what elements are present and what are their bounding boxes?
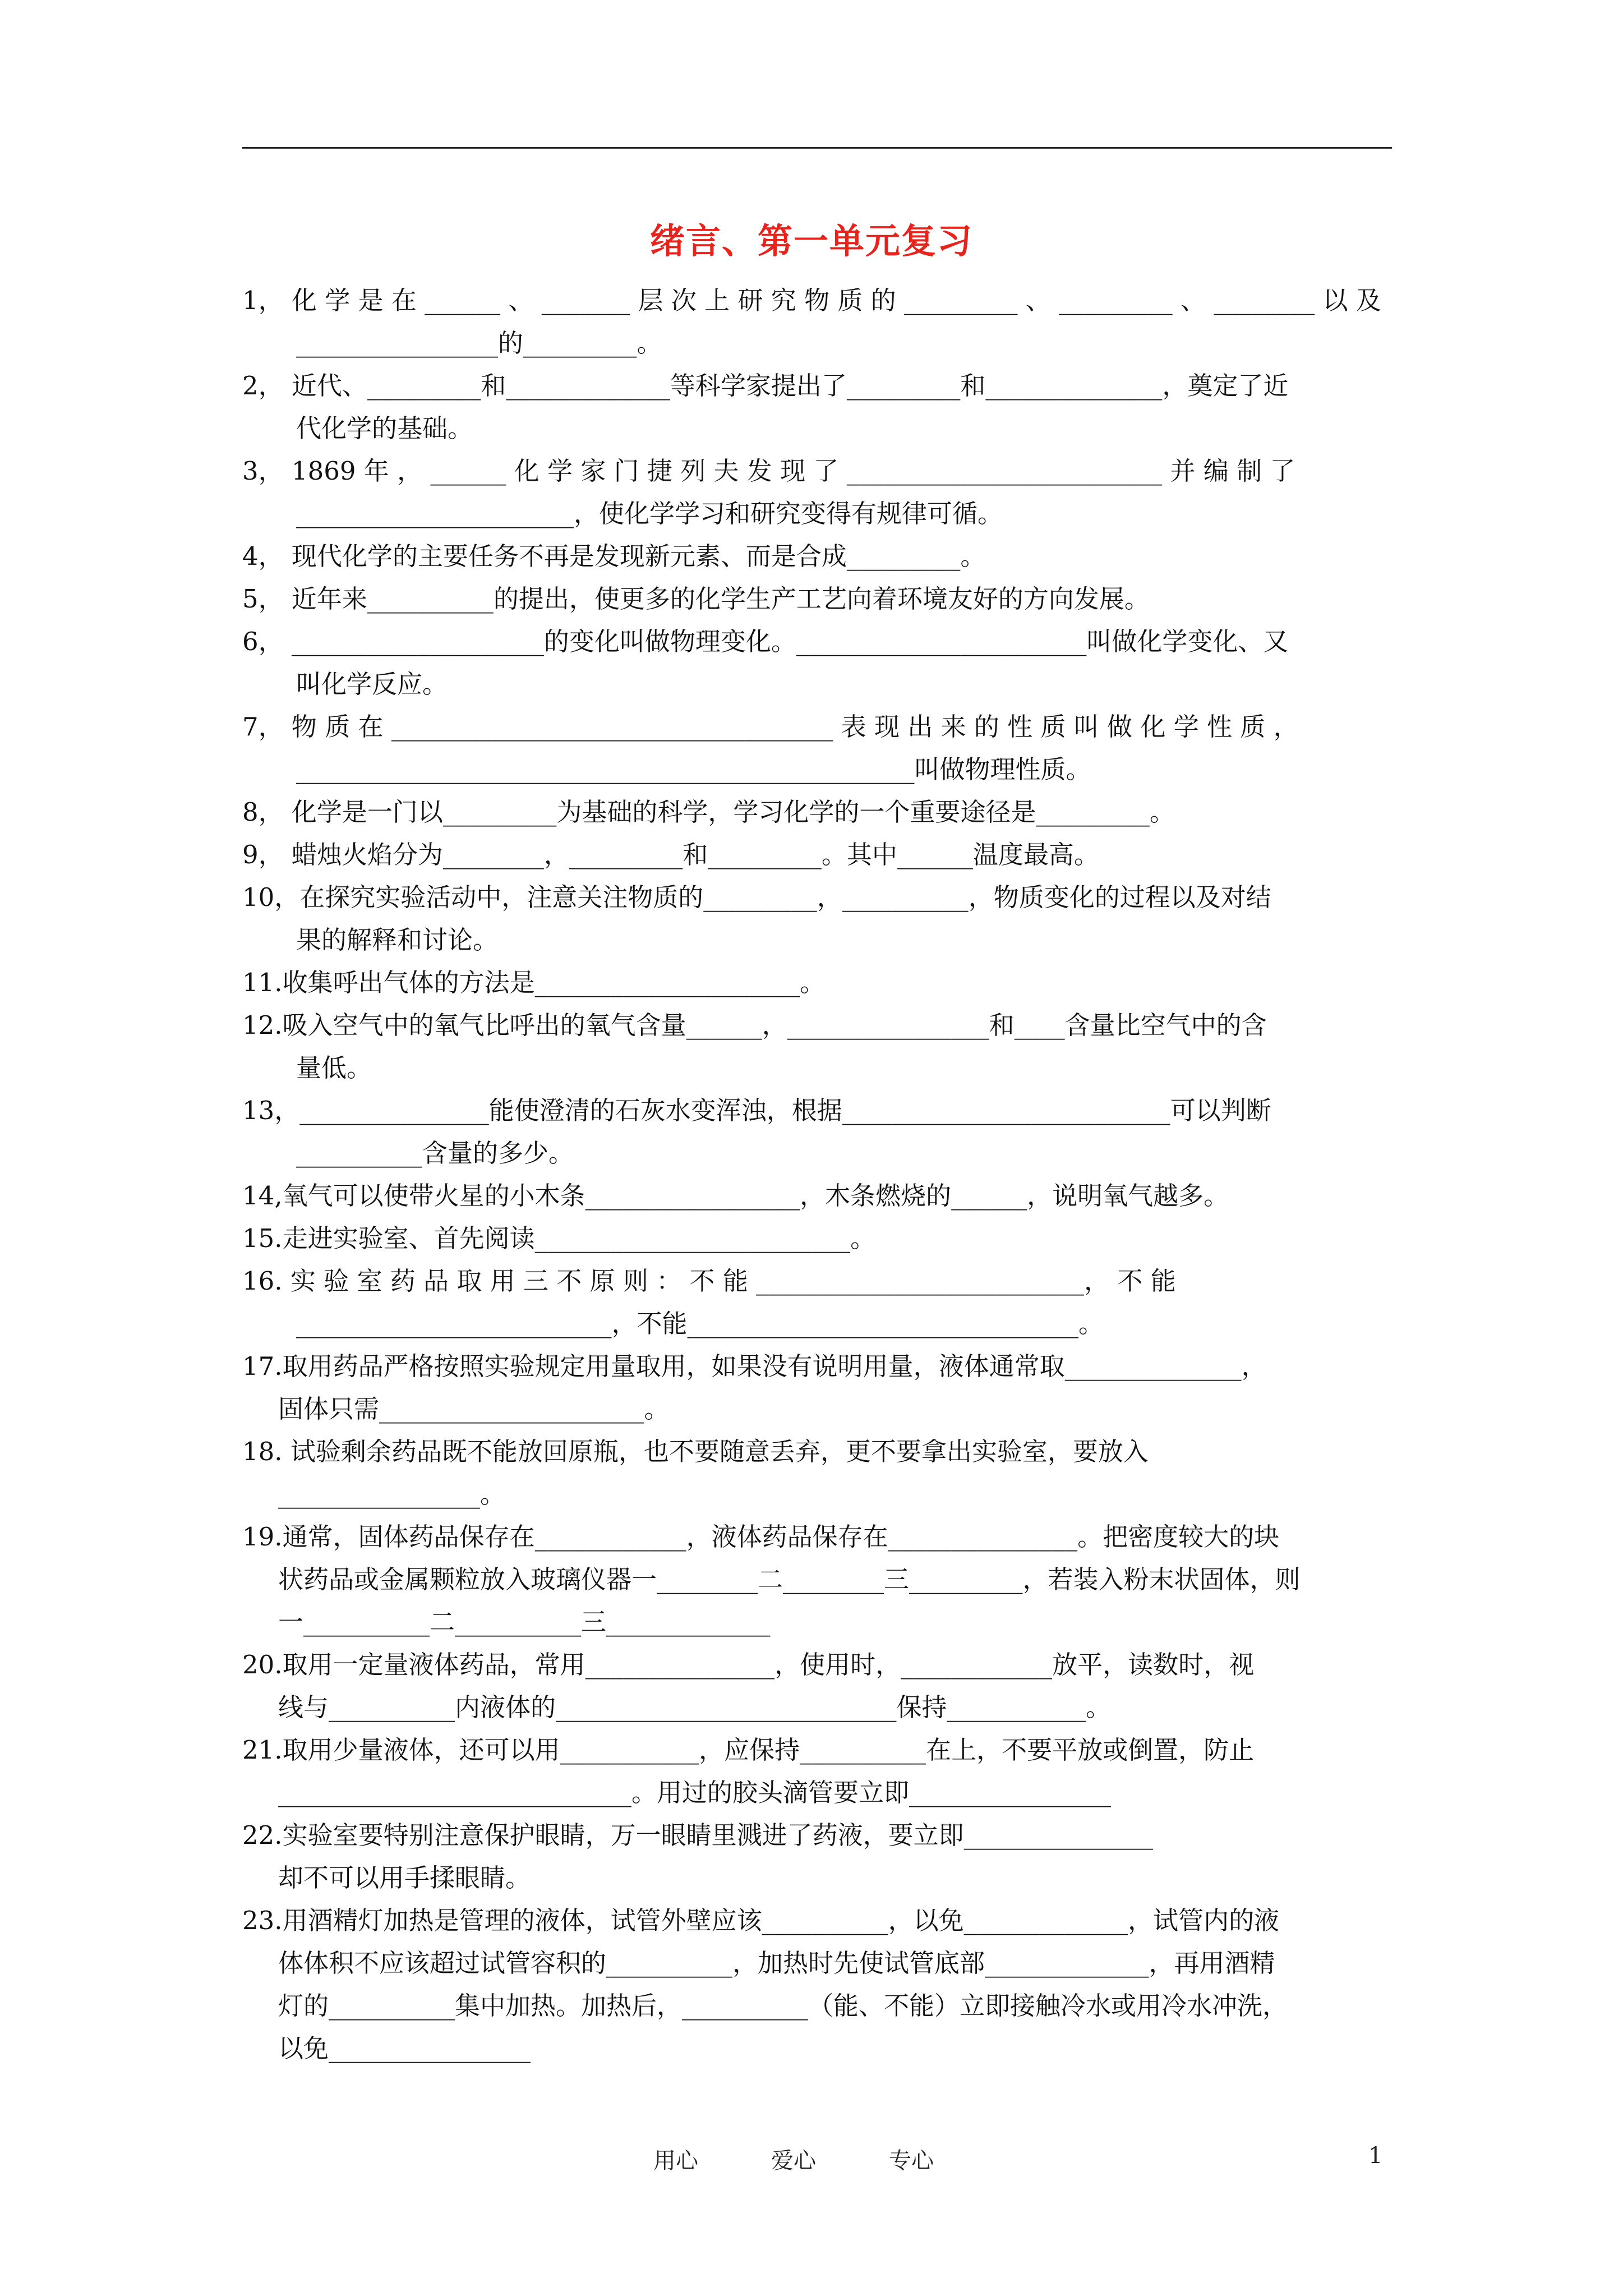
header-rule xyxy=(242,147,1392,149)
question-4: 4， 现代化学的主要任务不再是发现新元素、而是合成_________。 xyxy=(242,541,986,571)
question-3-line-2: ______________________，使化学学习和研究变得有规律可循。 xyxy=(296,499,1003,528)
question-16-line-2: _________________________，不能_______________________________。 xyxy=(296,1309,1104,1338)
question-21-line-1: 21.取用少量液体，还可以用___________，应保持__________在上，不要平放或倒置，防止 xyxy=(242,1735,1255,1765)
question-21-line-2: ____________________________。用过的胶头滴管要立即________________ xyxy=(278,1778,1112,1807)
page-number: 1 xyxy=(1368,2143,1383,2169)
question-7-line-2: _________________________________________________叫做物理性质。 xyxy=(296,754,1091,784)
question-22-line-1: 22.实验室要特别注意保护眼睛，万一眼睛里溅进了药液，要立即_______________ xyxy=(242,1820,1154,1850)
question-6-line-1: 6， ____________________的变化叫做物理变化。_______________________叫做化学变化、又 xyxy=(242,627,1289,656)
question-13-line-2: __________含量的多少。 xyxy=(296,1138,574,1168)
question-18-line-1: 18. 试验剩余药品既不能放回原瓶，也不要随意丢弃，更不要拿出实验室，要放入 xyxy=(242,1437,1149,1466)
question-5: 5， 近年来__________的提出，使更多的化学生产工艺向着环境友好的方向发展。 xyxy=(242,584,1150,614)
question-15: 15.走进实验室、首先阅读_________________________。 xyxy=(242,1223,876,1253)
question-23-line-4: 以免________________ xyxy=(278,2033,531,2063)
question-list xyxy=(242,279,1392,2070)
question-1-line-1: 1， 化 学 是 在 ______ 、 _______ 层 次 上 研 究 物 质 的 _________ 、 _________ 、 ________ 以 及 xyxy=(242,286,1381,315)
question-10-line-2: 果的解释和讨论。 xyxy=(296,925,499,955)
question-8: 8， 化学是一门以_________为基础的科学，学习化学的一个重要途径是_________。 xyxy=(242,797,1175,827)
question-18-line-2: ________________。 xyxy=(278,1479,506,1509)
question-23-line-2: 体体积不应该超过试管容积的__________，加热时先使试管底部_____________，再用酒精 xyxy=(278,1948,1275,1978)
footer-word-1: 用心 xyxy=(653,2148,698,2174)
footer-motto xyxy=(653,2143,934,2175)
question-3-line-1: 3， 1869 年 ， ______ 化 学 家 门 捷 列 夫 发 现 了 _________________________ 并 编 制 了 xyxy=(242,456,1295,486)
page-footer xyxy=(0,2143,1623,2177)
question-23-line-1: 23.用酒精灯加热是管理的液体，试管外壁应该__________，以免_____________，试管内的液 xyxy=(242,1906,1280,1935)
question-14: 14,氧气可以使带火星的小木条_________________，木条燃烧的______，说明氧气越多。 xyxy=(242,1181,1229,1211)
question-19-line-1: 19.通常，固体药品保存在____________，液体药品保存在_______________。把密度较大的块 xyxy=(242,1522,1280,1552)
question-19-line-3: 一__________二__________三_____________ xyxy=(278,1607,771,1637)
question-16-line-1: 16. 实 验 室 药 品 取 用 三 不 原 则 ： 不 能 __________________________， 不 能 xyxy=(242,1266,1176,1296)
footer-word-3: 专心 xyxy=(889,2148,934,2174)
question-22-line-2: 却不可以用手揉眼睛。 xyxy=(278,1863,531,1893)
question-2-line-2: 代化学的基础。 xyxy=(296,413,473,443)
question-12-line-1: 12.吸入空气中的氧气比呼出的氧气含量______，________________和____含量比空气中的含 xyxy=(242,1010,1267,1040)
question-20-line-1: 20.取用一定量液体药品，常用_______________，使用时，____________放平，读数时，视 xyxy=(242,1650,1255,1680)
question-7-line-1: 7， 物 质 在 ___________________________________ 表 现 出 来 的 性 质 叫 做 化 学 性 质 ， xyxy=(242,712,1299,742)
question-23-line-3: 灯的__________集中加热。加热后，__________（能、不能）立即接触冷水或用冷水冲洗， xyxy=(278,1991,1288,2021)
question-9: 9， 蜡烛火焰分为________，_________和_________。其中______温度最高。 xyxy=(242,840,1099,869)
question-20-line-2: 线与__________内液体的___________________________保持___________。 xyxy=(278,1692,1112,1722)
footer-word-2: 爱心 xyxy=(771,2148,816,2174)
question-10-line-1: 10，在探究实验活动中，注意关注物质的_________，__________，物质变化的过程以及对结 xyxy=(242,882,1271,912)
question-12-line-2: 量低。 xyxy=(296,1053,372,1083)
page-title: 绪言、第一单元复习 xyxy=(649,220,973,261)
question-17-line-1: 17.取用药品严格按照实验规定用量取用，如果没有说明用量，液体通常取______________， xyxy=(242,1351,1267,1381)
question-19-line-2: 状药品或金属颗粒放入玻璃仪器一________二________三_________，若装入粉末状固体，则 xyxy=(278,1565,1301,1594)
question-2-line-1: 2， 近代、_________和_____________等科学家提出了_________和______________，奠定了近 xyxy=(242,371,1289,401)
question-1-line-2: ________________的_________。 xyxy=(296,328,662,358)
question-11: 11.收集呼出气体的方法是_____________________。 xyxy=(242,968,826,997)
question-13-line-1: 13，_______________能使澄清的石灰水变浑浊，根据__________________________可以判断 xyxy=(242,1096,1271,1125)
question-17-line-2: 固体只需_____________________。 xyxy=(278,1394,670,1424)
question-6-line-2: 叫化学反应。 xyxy=(296,669,448,699)
